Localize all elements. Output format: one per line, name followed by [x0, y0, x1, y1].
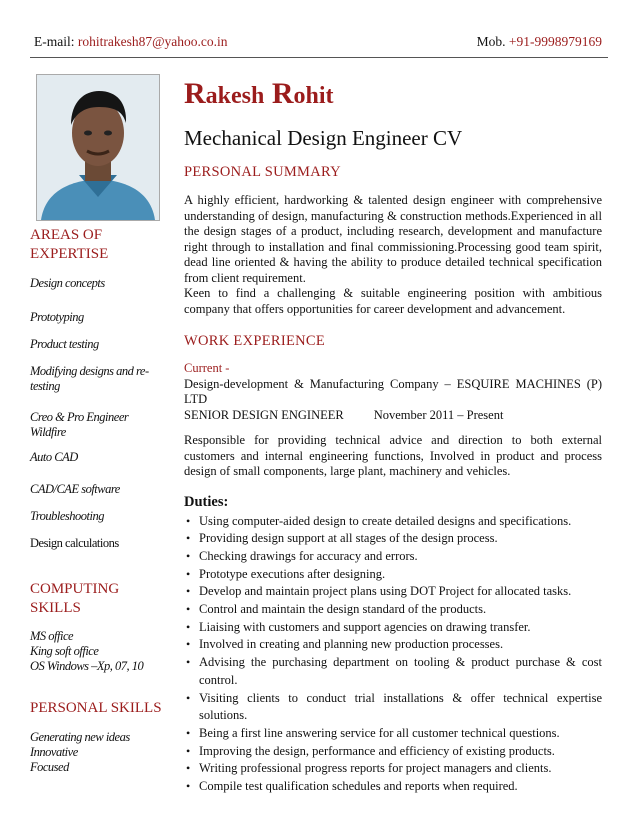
expertise-item: Design calculations [30, 536, 119, 550]
summary-paragraph: Keen to find a challenging & suitable engineering position with ambitious company that offers opportunities for career development and advancement. [184, 286, 602, 316]
personal-skill-item: Focused [30, 760, 69, 774]
expertise-item: Troubleshooting [30, 509, 104, 523]
email-line [34, 34, 228, 50]
heading-line: COMPUTING [30, 581, 120, 597]
heading-line: AREAS OF [30, 227, 103, 243]
email-value[interactable]: rohitrakesh87@yahoo.co.in [77, 34, 228, 49]
personal-summary-heading: PERSONAL SUMMARY [184, 164, 341, 180]
computing-skill-item: MS office [30, 629, 74, 643]
company-line: Design-development & Manufacturing Company – ESQUIRE MACHINES (P) LTD [184, 376, 602, 406]
summary-paragraph: A highly efficient, hardworking & talented design engineer with comprehensive understanding of design, manufacturing & construction methods.Experienced in all the design stages of a product, including research, development and manufacture right through to installation and final commissioning.Processing good team spirit, dead line oriented & having the ability to produce detailed technical specification from client requirement. [184, 193, 602, 285]
work-experience-heading: WORK EXPERIENCE [184, 333, 326, 349]
candidate-name [184, 76, 602, 114]
profile-photo [36, 74, 160, 221]
areas-of-expertise-heading [30, 226, 162, 264]
heading-line: EXPERTISE [30, 246, 109, 262]
expertise-item: CAD/CAE software [30, 482, 120, 496]
duty-item: • Writing professional progress reports for project managers and clients. [184, 760, 602, 778]
duty-item: • Compile test qualification schedules and reports when required. [184, 778, 602, 796]
expertise-item: Product testing [30, 337, 99, 351]
expertise-item: Modifying designs and re-testing [30, 364, 149, 393]
last-name-initial: R [271, 77, 294, 110]
personal-skill-item: Innovative [30, 745, 78, 759]
email-label: E-mail: [34, 34, 75, 49]
duty-item: • Control and maintain the design standard of the products. [184, 601, 602, 619]
header-divider [30, 57, 608, 58]
heading-line: SKILLS [30, 600, 81, 616]
duty-item: • Prototype executions after designing. [184, 566, 602, 584]
duty-item: • Being a first line answering service for all customer technical questions. [184, 725, 602, 743]
first-name-rest: akesh [205, 83, 265, 109]
personal-skills-list [30, 730, 162, 775]
left-sidebar [30, 226, 162, 775]
mobile-label: Mob. [476, 34, 506, 49]
duty-item: • Advising the purchasing department on tooling & product purchase & cost control. [184, 654, 602, 689]
duties-list [184, 513, 602, 796]
job-description: Responsible for providing technical advice and direction to both external customers and internal engineering functions, Involved in product and process design of small components, large plant, machinery and vehicles. [184, 433, 602, 478]
last-name-rest: ohit [293, 83, 334, 109]
duty-item: • Improving the design, performance and efficiency of existing products. [184, 743, 602, 761]
duty-item: • Involved in creating and planning new production processes. [184, 636, 602, 654]
duties-heading: Duties: [184, 493, 229, 510]
person-portrait-icon [37, 75, 159, 220]
duty-item: • Visiting clients to conduct trial installations & offer technical expertise solutions. [184, 690, 602, 725]
first-name-initial: R [184, 77, 206, 110]
expertise-item: Design concepts [30, 276, 105, 290]
current-label: Current - [184, 361, 230, 375]
computing-skills-list [30, 629, 162, 674]
expertise-item: Prototyping [30, 310, 84, 324]
role-line [184, 408, 602, 424]
duty-item: • Providing design support at all stages of the design process. [184, 530, 602, 548]
expertise-item: Auto CAD [30, 450, 78, 464]
expertise-item: Creo & Pro Engineer Wildfire [30, 410, 129, 439]
job-period: November 2011 – Present [373, 407, 504, 422]
main-content [184, 76, 602, 796]
computing-skills-heading [30, 580, 162, 618]
mobile-value[interactable]: +91-9998979169 [508, 34, 602, 49]
duty-item: • Using computer-aided design to create detailed designs and specifications. [184, 513, 602, 531]
job-role: SENIOR DESIGN ENGINEER [184, 407, 344, 422]
duty-item: • Checking drawings for accuracy and errors. [184, 548, 602, 566]
computing-skill-item: OS Windows –Xp, 07, 10 [30, 659, 144, 673]
cv-title: Mechanical Design Engineer CV [184, 126, 463, 150]
personal-skill-item: Generating new ideas [30, 730, 130, 744]
expertise-list [30, 276, 162, 570]
mobile-line [477, 34, 602, 50]
personal-skills-heading: PERSONAL SKILLS [30, 700, 162, 716]
duty-item: • Develop and maintain project plans using DOT Project for allocated tasks. [184, 583, 602, 601]
computing-skill-item: King soft office [30, 644, 99, 658]
duty-item: • Liaising with customers and support agencies on drawing transfer. [184, 619, 602, 637]
